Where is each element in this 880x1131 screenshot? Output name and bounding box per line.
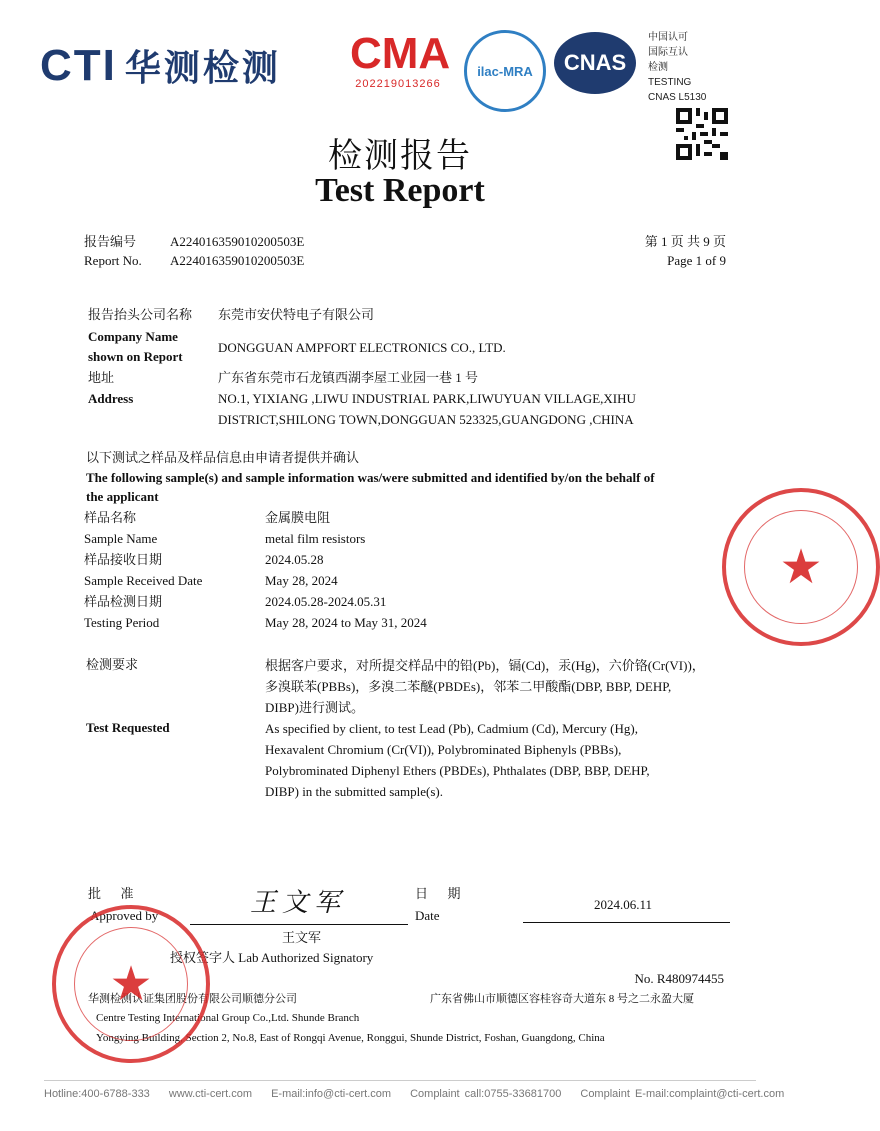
- cnas-line: TESTING: [648, 77, 692, 88]
- company-stamp-left: [52, 905, 210, 1063]
- cma-number: 202219013266: [355, 78, 441, 90]
- requirement-cn-line: 根据客户要求，对所提交样品中的铅(Pb)，镉(Cd)，汞(Hg)，六价铬(Cr(VI))，: [265, 658, 705, 673]
- cnas-line: 中国认可: [648, 32, 688, 43]
- page-cn: 第 1 页 共 9 页: [644, 234, 726, 249]
- requirement-en-line: Polybrominated Diphenyl Ethers (PBDEs), Phthalates (DBP, BBP, DEHP,: [265, 763, 650, 778]
- address-en-line-1: NO.1, YIXIANG ,LIWU INDUSTRIAL PARK,LIWUYUAN VILLAGE,XIHU: [218, 391, 636, 406]
- cti-logo: [40, 40, 281, 91]
- company-name-cn: 东莞市安伏特电子有限公司: [218, 307, 375, 322]
- footer-website-link[interactable]: www.cti-cert.com: [168, 1088, 252, 1100]
- ilac-mra-logo: [464, 30, 546, 112]
- cnas-line: 检测: [648, 62, 668, 73]
- date-line: [523, 922, 730, 923]
- sample-value: metal film resistors: [265, 531, 366, 546]
- sample-label: 样品接收日期: [84, 552, 163, 567]
- report-no-en: A224016359010200503E: [170, 253, 305, 268]
- report-no-label-en: Report No.: [84, 253, 142, 268]
- requirement-en-line: DIBP) in the submitted sample(s).: [265, 784, 444, 799]
- requirement-text-en: [265, 718, 650, 802]
- sample-intro-cn: 以下测试之样品及样品信息由申请者提供并确认: [86, 450, 360, 465]
- address-label-en: Address: [88, 391, 134, 406]
- cnas-accreditation-text: [648, 30, 706, 105]
- requirement-label-cn: 检测要求: [86, 657, 139, 672]
- sample-value: 金属膜电阻: [265, 510, 331, 525]
- approval-date: 2024.06.11: [594, 897, 653, 912]
- sample-label: 样品名称: [84, 510, 137, 525]
- stamp-inner-ring: [744, 510, 858, 624]
- company-stamp-right: [722, 488, 880, 646]
- footer-complaint-email-link[interactable]: Complaint E-mail:complaint@cti-cert.com: [580, 1088, 785, 1100]
- sample-label: Sample Received Date: [84, 573, 203, 588]
- sample-intro-en: The following sample(s) and sample information was/were submitted and identified by/on the behalf of: [86, 470, 655, 485]
- signature-line: [190, 924, 408, 925]
- logo-cn: 华测检测: [124, 47, 281, 88]
- cnas-line: 国际互认: [648, 47, 688, 58]
- company-label-en-2: shown on Report: [88, 349, 183, 364]
- star-icon: ★: [109, 958, 153, 1011]
- branch-name-en: Centre Testing International Group Co.,Ltd. Shunde Branch: [96, 1012, 360, 1024]
- signature: 王文军: [250, 888, 347, 918]
- sample-value: May 28, 2024 to May 31, 2024: [265, 615, 427, 630]
- footer-divider: [44, 1080, 756, 1081]
- requirement-cn-line: DIBP)进行测试。: [265, 700, 364, 715]
- title-en: Test Report: [315, 172, 485, 209]
- address-label-cn: 地址: [88, 370, 115, 385]
- sample-labels: [84, 507, 202, 633]
- footer: [44, 1088, 798, 1100]
- report-no-label-cn: 报告编号: [84, 234, 137, 249]
- company-name-en: DONGGUAN AMPFORT ELECTRONICS CO., LTD.: [218, 340, 506, 355]
- date-label-cn: 日 期: [415, 886, 461, 901]
- cnas-label: CNAS: [563, 50, 627, 75]
- cnas-line: CNAS L5130: [648, 92, 707, 103]
- footer-email-link[interactable]: E-mail:info@cti-cert.com: [271, 1088, 392, 1100]
- sample-label: 样品检测日期: [84, 594, 163, 609]
- sample-value: 2024.05.28: [265, 552, 324, 567]
- sample-value: 2024.05.28-2024.05.31: [265, 594, 387, 609]
- signer-name: 王文军: [282, 930, 322, 945]
- sample-values: [265, 507, 427, 633]
- requirement-en-line: As specified by client, to test Lead (Pb), Cadmium (Cd), Mercury (Hg),: [265, 721, 638, 736]
- star-icon: ★: [779, 541, 823, 594]
- report-no-cn: A224016359010200503E: [170, 234, 305, 249]
- branch-address-cn: 广东省佛山市顺德区容桂容奇大道东 8 号之二永盈大厦: [430, 993, 694, 1005]
- report-no-value: [170, 232, 304, 270]
- sample-intro-en-2: the applicant: [86, 489, 159, 504]
- footer-complaint-call: Complaint call:0755-33681700: [410, 1088, 562, 1100]
- company-label-en: Company Name: [88, 329, 178, 344]
- requirement-cn-line: 多溴联苯(PBBs)，多溴二苯醚(PBDEs)，邻苯二甲酸酯(DBP, BBP, DEHP,: [265, 679, 672, 694]
- sample-value: May 28, 2024: [265, 573, 338, 588]
- title-cn: 检测报告: [328, 138, 472, 175]
- report-no-label: [84, 232, 142, 270]
- approved-label-cn: 批 准: [88, 886, 134, 901]
- requirement-en-line: Hexavalent Chromium (Cr(VI)), Polybrominated Biphenyls (PBBs),: [265, 742, 622, 757]
- document-number: No. R480974455: [634, 971, 724, 986]
- requirement-label-en: Test Requested: [86, 720, 170, 735]
- sample-label: Testing Period: [84, 615, 160, 630]
- stamp-inner-ring: [74, 927, 188, 1041]
- page-indicator: [645, 232, 726, 270]
- requirement-text-cn: [265, 655, 705, 718]
- branch-address-en: Yongying Building, Section 2, No.8, East of Rongqi Avenue, Ronggui, Shunde District, Foshan, Guangdong, China: [96, 1032, 605, 1044]
- sample-label: Sample Name: [84, 531, 158, 546]
- approved-label-en: Approved by: [90, 908, 159, 923]
- footer-hotline: Hotline:400-6788-333: [44, 1088, 150, 1100]
- cnas-logo: [554, 32, 636, 94]
- page-en: Page 1 of 9: [667, 253, 726, 268]
- ilac-label: ilac-MRA: [477, 63, 533, 79]
- company-label-cn: 报告抬头公司名称: [88, 307, 193, 322]
- address-cn: 广东省东莞市石龙镇西湖李屋工业园一巷 1 号: [218, 370, 479, 385]
- address-en-line-2: DISTRICT,SHILONG TOWN,DONGGUAN 523325,GUANGDONG ,CHINA: [218, 412, 634, 427]
- branch-name-cn: 华测检测认证集团股份有限公司顺德分公司: [88, 993, 297, 1005]
- cma-mark: CMA: [350, 29, 451, 78]
- date-label-en: Date: [415, 908, 440, 923]
- lab-signatory: 授权签字人 Lab Authorized Signatory: [170, 950, 374, 965]
- logo-en: CTI: [40, 41, 117, 90]
- cma-logo: [350, 29, 451, 90]
